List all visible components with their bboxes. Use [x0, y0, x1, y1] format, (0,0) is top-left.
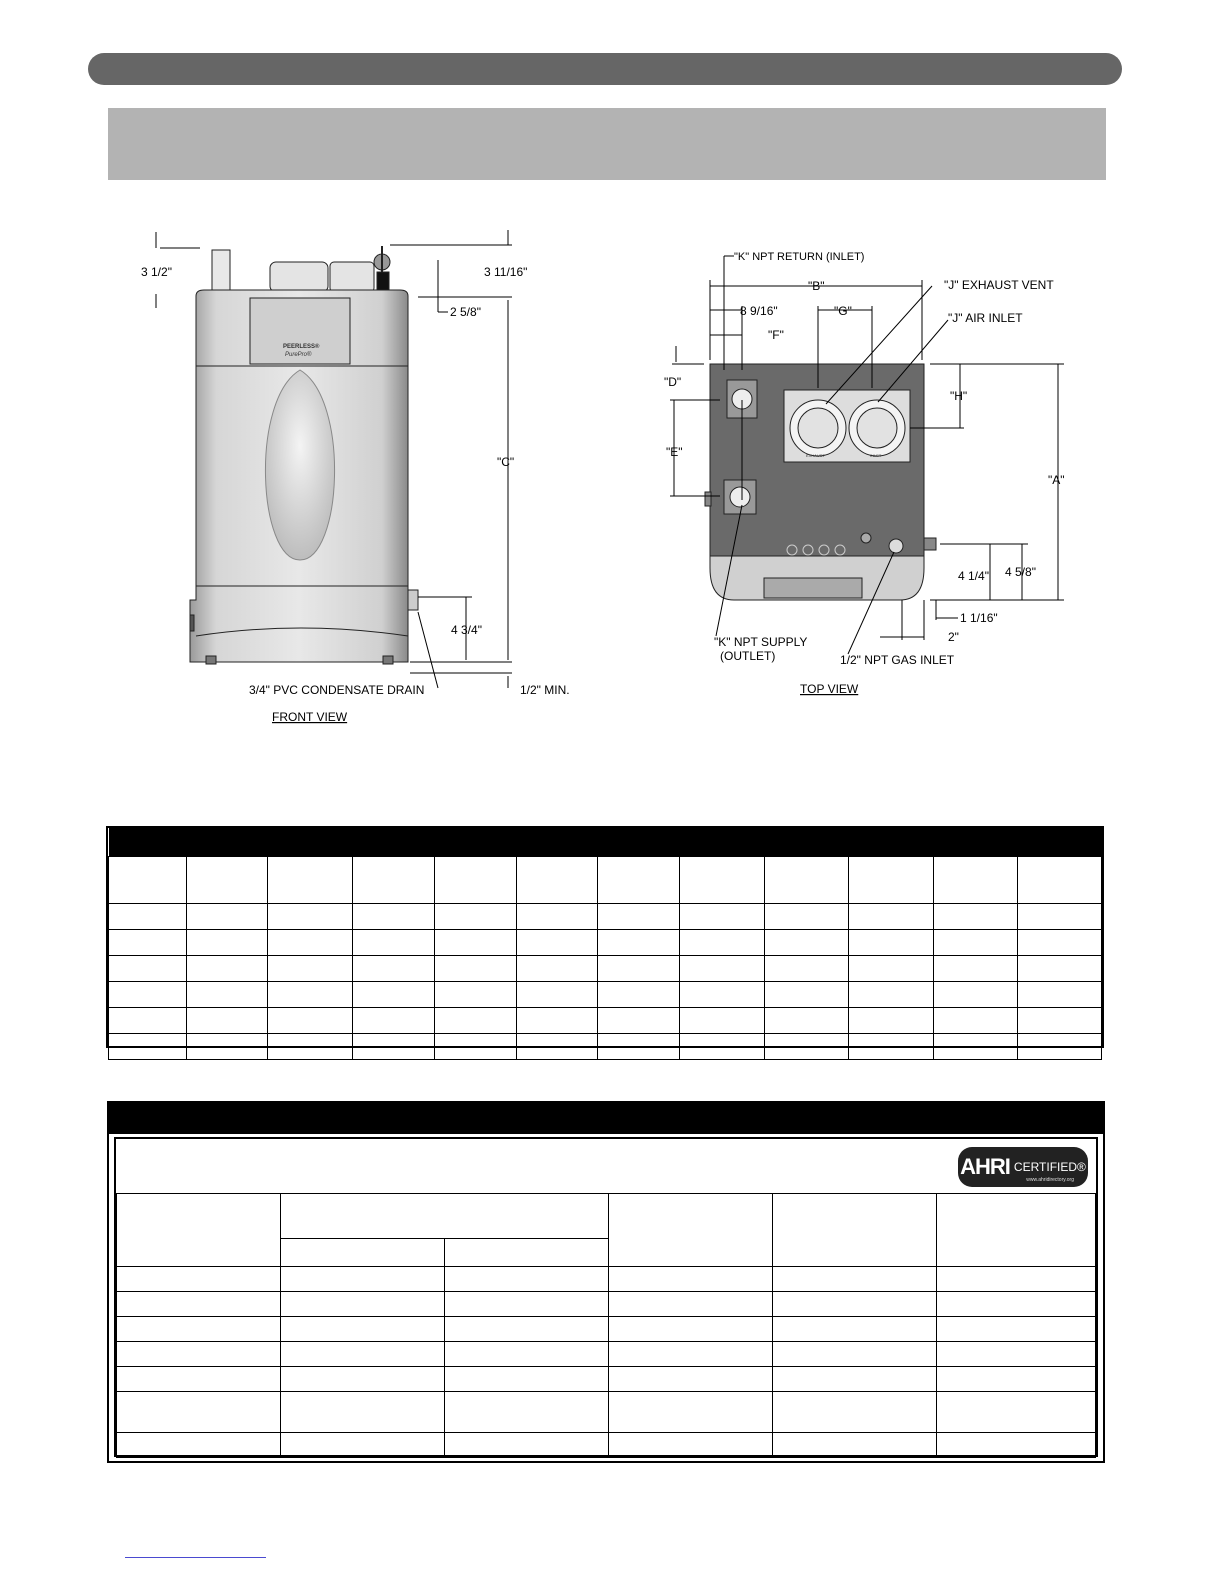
table-row: [109, 930, 1102, 956]
dim-d: "D": [664, 375, 682, 389]
ratings-table: [114, 1137, 1098, 1457]
ratings-table-grid: [116, 1193, 1096, 1458]
table-header-row: [109, 857, 1102, 904]
exhaust-plate-label: EXHAUST: [806, 453, 825, 458]
drain-label: 3/4" PVC CONDENSATE DRAIN: [249, 683, 425, 697]
dim-h: "H": [950, 389, 968, 403]
dimensions-table-grid: [108, 828, 1102, 1060]
table-row: [109, 904, 1102, 930]
dim-vent: 2 5/8": [450, 305, 481, 319]
dim-height: "C": [497, 455, 515, 469]
dim-1-1-16: 1 1/16": [960, 611, 998, 625]
dim-f: "F": [768, 328, 784, 342]
table-row: [117, 1342, 1096, 1367]
front-view-caption: FRONT VIEW: [272, 710, 348, 724]
table-row: [117, 1317, 1096, 1342]
table-row: [117, 1292, 1096, 1317]
table-title-row: [109, 828, 1102, 857]
table-row: [109, 1008, 1102, 1034]
dim-drain-height: 4 3/4": [451, 623, 482, 637]
table-row: [117, 1267, 1096, 1292]
ratings-header-row-1: [117, 1194, 1096, 1239]
dim-min: 1/2" MIN.: [520, 683, 570, 697]
brand-line-2: PurePro®: [285, 352, 312, 358]
dim-b: "B": [808, 279, 825, 293]
table-row: [109, 956, 1102, 982]
footer-link[interactable]: [125, 1557, 266, 1558]
dim-8-9-16: 8 9/16": [740, 304, 778, 318]
table-row: [109, 982, 1102, 1008]
ratings-table-frame: [107, 1101, 1105, 1463]
table-row: [109, 1034, 1102, 1060]
ahri-logo: AHRI: [960, 1154, 1010, 1179]
brand-line-1: PEERLESS®: [283, 344, 320, 350]
dimensions-table: [106, 826, 1104, 1048]
table-row: [117, 1433, 1096, 1458]
ratings-title-bar: [109, 1103, 1103, 1134]
ahri-certified-badge: [958, 1147, 1088, 1187]
dim-4-5-8: 4 5/8": [1005, 565, 1036, 579]
inlet-plate-label: INLET: [870, 453, 882, 458]
dim-g: "G": [834, 304, 852, 318]
top-view-caption: TOP VIEW: [800, 682, 859, 696]
gas-inlet-label: 1/2" NPT GAS INLET: [840, 653, 955, 667]
ahri-url: www.ahridirectory.org: [1026, 1177, 1074, 1183]
ahri-certified-word: CERTIFIED®: [1013, 1160, 1086, 1174]
dim-top-right: 3 11/16": [484, 265, 528, 279]
dimension-drawings: [0, 0, 1224, 760]
return-label: "K" NPT RETURN (INLET): [734, 251, 865, 263]
front-view-drawing: [190, 246, 418, 664]
table-row: [117, 1392, 1096, 1433]
top-view-drawing: [705, 364, 936, 600]
dim-2: 2": [948, 630, 959, 644]
dim-top-left: 3 1/2": [141, 265, 172, 279]
dim-a: "A": [1048, 473, 1065, 487]
table-row: [117, 1367, 1096, 1392]
dim-e: "E": [666, 445, 683, 459]
supply-label-1: "K" NPT SUPPLY: [714, 635, 808, 649]
supply-label-2: (OUTLET): [720, 649, 776, 663]
air-inlet-label: "J" AIR INLET: [948, 311, 1023, 325]
dim-4-1-4: 4 1/4": [958, 569, 989, 583]
exhaust-label: "J" EXHAUST VENT: [944, 278, 1054, 292]
